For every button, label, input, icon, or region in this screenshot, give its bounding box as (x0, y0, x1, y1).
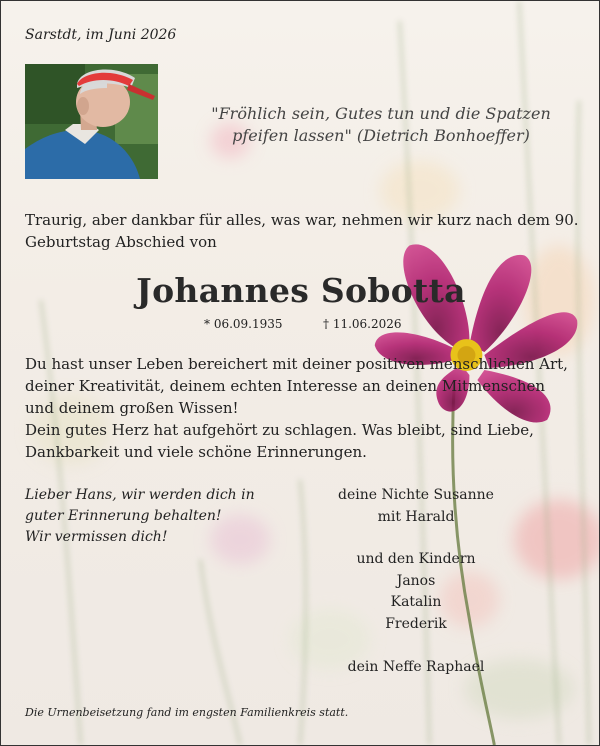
body-text (25, 353, 573, 463)
farewell-line: Wir vermissen dich! (25, 529, 168, 545)
birth-date: * 06.09.1935 (204, 317, 283, 331)
quote-text: "Fröhlich sein, Gutes tun und die Spatzen pfeifen lassen" (Dietrich Bonhoeffer) (211, 104, 551, 145)
mourner-line: und den Kindern (356, 551, 476, 568)
mourner-line: deine Nichte Susanne (338, 487, 494, 503)
mourner-line: dein Neffe Raphael (347, 658, 485, 675)
death-date: † 11.06.2026 (323, 317, 402, 331)
portrait-photo (25, 64, 158, 179)
body-paragraph-1: Du hast unser Leben bereichert mit deiner positiven menschlichen Art, deiner Kreativität, deinem echten Interesse an deinen Mitmenschen und deinem großen Wissen! (25, 355, 568, 417)
mourner-line: Katalin (390, 594, 442, 611)
deceased-name: Johannes Sobotta (136, 271, 466, 310)
body-paragraph-2: Dein gutes Herz hat aufgehört zu schlagen. Was bleibt, sind Liebe, Dankbarkeit und viele schöne Erinnerungen. (25, 421, 534, 461)
farewell-line: guter Erinnerung behalten! (25, 508, 222, 524)
farewell-message (25, 485, 255, 548)
farewell-line: Lieber Hans, wir werden dich in (25, 487, 255, 503)
spacer (331, 636, 501, 657)
intro-text: Traurig, aber dankbar für alles, was war, nehmen wir kurz nach dem 90. Geburtstag Abschied von (25, 211, 579, 251)
spacer (331, 528, 501, 549)
mourner-line: Frederik (385, 615, 447, 632)
mourner-line: Janos (396, 572, 436, 589)
mourners-list (331, 485, 501, 678)
mourner-line: mit Harald (377, 508, 455, 525)
burial-note: Die Urnenbeisetzung fand im engsten Familienkreis statt. (25, 706, 349, 719)
place-date: Sarstdt, im Juni 2026 (25, 27, 177, 43)
